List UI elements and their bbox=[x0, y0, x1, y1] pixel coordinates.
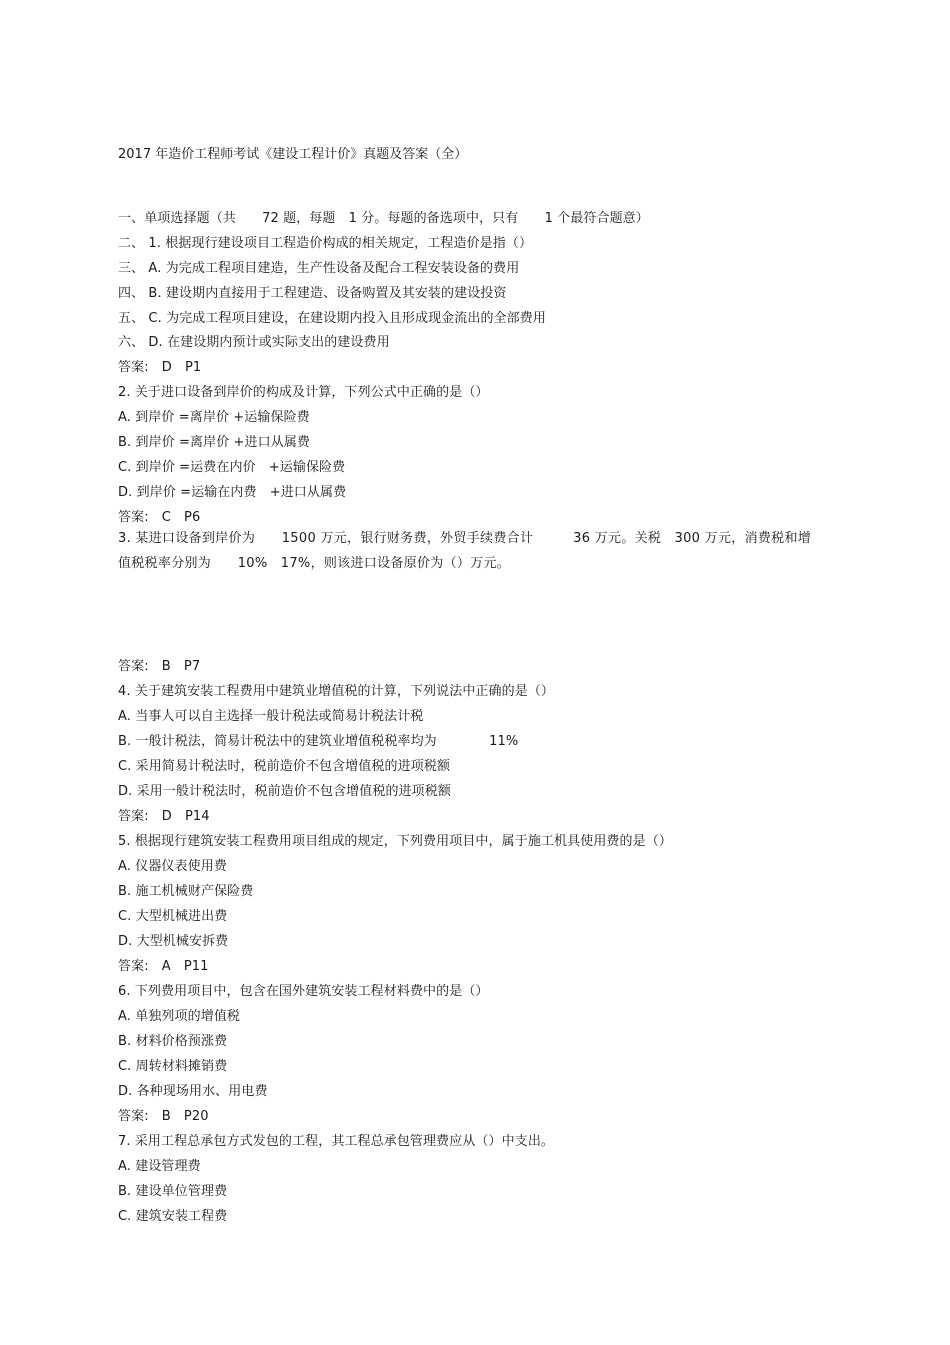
option-line: C. 到岸价 =运费在内价 +运输保险费 bbox=[118, 460, 346, 475]
option-line: D. 采用一般计税法时，税前造价不包含增值税的进项税额 bbox=[118, 784, 451, 799]
option-line: A. 建设管理费 bbox=[118, 1159, 201, 1174]
answer-line: 答案: B P20 bbox=[118, 1109, 209, 1124]
document-title: 2017 年造价工程师考试《建设工程计价》真题及答案（全） bbox=[118, 147, 468, 162]
answer-line: 答案: C P6 bbox=[118, 510, 201, 525]
question-3: 3. 某进口设备到岸价为 1500 万元，银行财务费，外贸手续费合计 36 万元。关税 300 万元，消费税和增值税税率分别为 10% 17%，则该进口设备原价为（）万元。 bbox=[118, 531, 812, 571]
option-line: B. 建设单位管理费 bbox=[118, 1184, 228, 1199]
option-line: B. 到岸价 =离岸价 +进口从属费 bbox=[118, 435, 311, 450]
option-line: C. 大型机械进出费 bbox=[118, 909, 228, 924]
option-line: 六、 D. 在建设期内预计或实际支出的建设费用 bbox=[118, 335, 390, 350]
question-7: 7. 采用工程总承包方式发包的工程，其工程总承包管理费应从（）中支出。 bbox=[118, 1134, 555, 1149]
answer-line: 答案: B P7 bbox=[118, 659, 201, 674]
question-1: 二、 1. 根据现行建设项目工程造价构成的相关规定，工程造价是指（） bbox=[118, 236, 533, 251]
answer-line: 答案: D P1 bbox=[118, 360, 202, 375]
section-heading: 一、单项选择题（共 72 题，每题 1 分。每题的备选项中，只有 1 个最符合题意） bbox=[118, 211, 649, 226]
option-line: C. 采用简易计税法时，税前造价不包含增值税的进项税额 bbox=[118, 759, 451, 774]
option-line: C. 建筑安装工程费 bbox=[118, 1209, 228, 1224]
option-line: B. 施工机械财产保险费 bbox=[118, 884, 254, 899]
question-6: 6. 下列费用项目中，包含在国外建筑安装工程材料费中的是（） bbox=[118, 984, 489, 999]
question-5: 5. 根据现行建筑安装工程费用项目组成的规定，下列费用项目中，属于施工机具使用费的是（） bbox=[118, 834, 672, 849]
question-4: 4. 关于建筑安装工程费用中建筑业增值税的计算，下列说法中正确的是（） bbox=[118, 684, 555, 699]
answer-line: 答案: A P11 bbox=[118, 959, 209, 974]
question-2: 2. 关于进口设备到岸价的构成及计算，下列公式中正确的是（） bbox=[118, 385, 489, 400]
option-line: B. 材料价格预涨费 bbox=[118, 1034, 228, 1049]
option-line: 五、 C. 为完成工程项目建设，在建设期内投入且形成现金流出的全部费用 bbox=[118, 311, 546, 326]
option-line: D. 到岸价 =运输在内费 +进口从属费 bbox=[118, 485, 347, 500]
option-line: 四、 B. 建设期内直接用于工程建造、设备购置及其安装的建设投资 bbox=[118, 286, 507, 301]
option-line: D. 大型机械安拆费 bbox=[118, 934, 229, 949]
option-line: A. 当事人可以自主选择一般计税法或简易计税法计税 bbox=[118, 709, 424, 724]
option-line: A. 单独列项的增值税 bbox=[118, 1009, 241, 1024]
option-line: A. 到岸价 =离岸价 +运输保险费 bbox=[118, 410, 310, 425]
option-line: 三、 A. 为完成工程项目建造，生产性设备及配合工程安装设备的费用 bbox=[118, 261, 520, 276]
option-line: D. 各种现场用水、用电费 bbox=[118, 1084, 268, 1099]
option-line: C. 周转材料摊销费 bbox=[118, 1059, 228, 1074]
option-line: B. 一般计税法，简易计税法中的建筑业增值税税率均为 11% bbox=[118, 734, 519, 749]
option-line: A. 仪器仪表使用费 bbox=[118, 859, 227, 874]
answer-line: 答案: D P14 bbox=[118, 809, 210, 824]
